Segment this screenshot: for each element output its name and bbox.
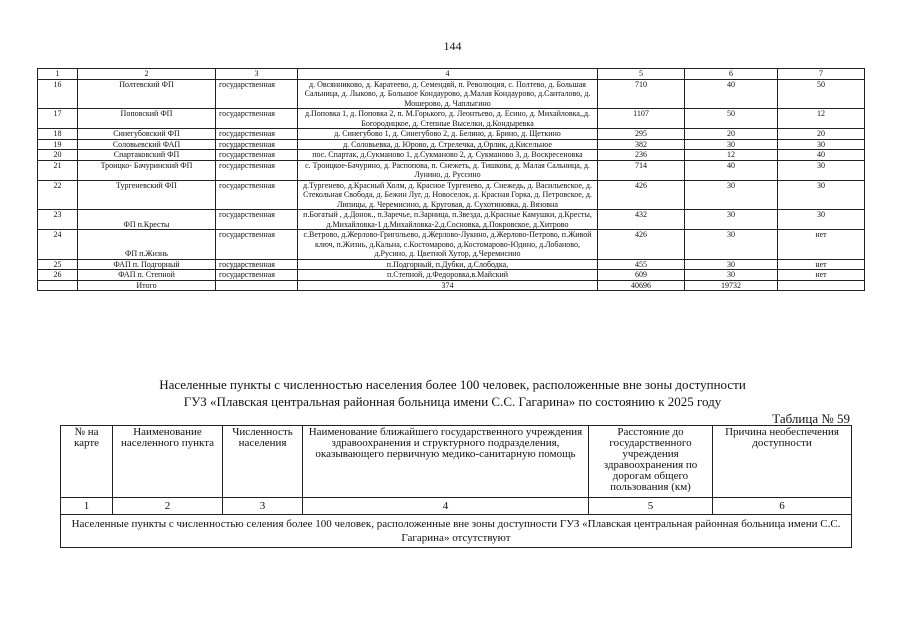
value-col-6: 30 [685,270,778,281]
table-row [38,139,865,150]
population-value: 295 [598,129,685,140]
facility-name: ФАП п. Степной [78,270,216,281]
table-row [38,79,865,109]
settlements-list: д. Соловьевка, д. Юрово, д. Стрелечка, д.Орлик, д.Кисельное [298,139,598,150]
row-number: 19 [38,139,78,150]
population-value: 710 [598,79,685,109]
table-row [38,129,865,140]
population-value: 609 [598,270,685,281]
settlements-list: с.Ветрово, д.Жерлово-Григольево, д.Жерлово-Лукино, д.Жерлово-Петрово, п.Живой ключ, п.Жизнь, д.Кальна, с.Костомарово, д.Костомарово-Юдино, д.Лобаново, д.Русино, д. Цветной Хутор, д.Черемисино [298,230,598,260]
facility-name: ФП п.Жизнь [78,230,216,260]
column-number: 4 [298,69,598,80]
value-col-6: 50 [685,109,778,129]
column-number: 6 [713,498,852,515]
header-population: Численность населения [223,426,303,498]
ownership-type: государственная [216,259,298,270]
column-number: 1 [61,498,113,515]
settlements-list: п.Богатый , д.Донок., п.Заречье, п.Зарница, п.Звезда, д.Красные Камушки, д.Кресты, д.Михайловка-1 д.Михайловка-2.д.Сосновка, д.Покровское, д.Хитрово [298,210,598,230]
settlements-list: с. Троицкое-Бачурино, д. Распопова, п. Снежеть, д. Тишкова, д. Малая Сальница, д. Лунино, д. Руссино [298,160,598,180]
ownership-type: государственная [216,139,298,150]
column-number: 3 [223,498,303,515]
value-col-7: 20 [778,129,865,140]
column-number-row [61,498,852,515]
column-number: 1 [38,69,78,80]
population-value: 236 [598,150,685,161]
row-number: 21 [38,160,78,180]
row-number: 26 [38,270,78,281]
facility-name: Поповский ФП [78,109,216,129]
row-number: 25 [38,259,78,270]
table-row [38,270,865,281]
value-col-6: 30 [685,210,778,230]
value-col-7: 12 [778,109,865,129]
row-number: 24 [38,230,78,260]
header-settlement-name: Наименование населенного пункта [113,426,223,498]
table-row [38,180,865,210]
row-number: 22 [38,180,78,210]
population-value: 426 [598,230,685,260]
row-number: 20 [38,150,78,161]
header-nearest-facility: Наименование ближайшего государственного учреждения здравоохранения и структурного подразделения, оказывающего первичную медико-санитарную помощь [303,426,589,498]
value-col-7: нет [778,259,865,270]
value-col-7: 30 [778,180,865,210]
ownership-type: государственная [216,129,298,140]
total-empty [216,280,298,291]
column-number: 2 [113,498,223,515]
population-value: 1107 [598,109,685,129]
row-number: 17 [38,109,78,129]
total-row [38,280,865,291]
ownership-type: государственная [216,270,298,281]
facilities-table [37,68,865,291]
table-label: Таблица № 59 [772,411,850,426]
settlements-list: д.Тургенево, д.Красный Холм, д. Красное Тургенево, д. Снежедь, д. Васильевское, д. Стекольная Свобода, д. Бежин Луг, д. Новоселок, д. Красная Горка, д. Петровское, д. Липицы, д. Черемисино, д. Круговая, д. Сухотиновка, д. Вязовна [298,180,598,210]
row-number: 18 [38,129,78,140]
facility-name: Полтевский ФП [78,79,216,109]
total-empty [38,280,78,291]
table-row [38,210,865,230]
column-number: 4 [303,498,589,515]
column-number: 5 [598,69,685,80]
ownership-type: государственная [216,180,298,210]
value-col-7: нет [778,230,865,260]
ownership-type: государственная [216,160,298,180]
table-row [38,109,865,129]
message-row [61,515,852,548]
facility-name: Тургеневский ФП [78,180,216,210]
facility-name: Синегубовский ФП [78,129,216,140]
heading-line-1: Населенные пункты с численностью населения более 100 человек, расположенные вне зоны доступности [159,377,746,392]
total-settlements: 374 [298,280,598,291]
value-col-6: 30 [685,180,778,210]
total-col-6: 19732 [685,280,778,291]
header-distance: Расстояние до государственного учреждения здравоохранения по дорогам общего пользования (км) [589,426,713,498]
ownership-type: государственная [216,150,298,161]
population-value: 714 [598,160,685,180]
population-value: 455 [598,259,685,270]
population-value: 426 [598,180,685,210]
table-row [38,259,865,270]
value-col-6: 20 [685,129,778,140]
section-heading [0,376,905,410]
no-settlements-message: Населенные пункты с численностью селения более 100 человек, расположенные вне зоны доступности ГУЗ «Плавская центральная районная больница имени С.С. Гагарина» отсутствуют [61,515,852,548]
value-col-6: 30 [685,259,778,270]
facility-name: Троицко- Бачуринский ФП [78,160,216,180]
accessibility-table [60,425,852,548]
facility-name: ФАП п. Подгорный [78,259,216,270]
column-number: 3 [216,69,298,80]
column-number: 5 [589,498,713,515]
settlements-list: п.Подгорный, п.Дубки, д.Слободка, [298,259,598,270]
value-col-7: 40 [778,150,865,161]
header-reason: Причина необеспечения доступности [713,426,852,498]
ownership-type: государственная [216,230,298,260]
value-col-6: 30 [685,230,778,260]
ownership-type: государственная [216,109,298,129]
value-col-7: 30 [778,210,865,230]
column-number: 6 [685,69,778,80]
settlements-list: д. Овсянниково, д. Каратеево, д. Семендяй, п. Революция, с. Полтево, д. Большая Сальница, д. Лыково, д. Большое Кондаурово, д.Малая Кондаурово, д.Санталово, д. Мошерово, д. Чаплыгино [298,79,598,109]
row-number: 16 [38,79,78,109]
value-col-7: 50 [778,79,865,109]
value-col-6: 40 [685,160,778,180]
header-map-number: № на карте [61,426,113,498]
column-number: 2 [78,69,216,80]
total-population: 40696 [598,280,685,291]
page-number: 144 [443,39,462,53]
column-number: 7 [778,69,865,80]
value-col-6: 40 [685,79,778,109]
total-label: Итого [78,280,216,291]
population-value: 382 [598,139,685,150]
heading-line-2: ГУЗ «Плавская центральная районная больница имени С.С. Гагарина» по состоянию к 2025 году [183,394,722,409]
facility-name: ФП п.Кресты [78,210,216,230]
column-number-row [38,69,865,80]
header-row [61,426,852,498]
table-row [38,150,865,161]
ownership-type: государственная [216,79,298,109]
settlements-list: пос. Спартак, д.Сукманово 1, д.Сукманово 2, д. Сукманово 3, д. Воскресеновка [298,150,598,161]
value-col-7: нет [778,270,865,281]
row-number: 23 [38,210,78,230]
value-col-6: 12 [685,150,778,161]
settlements-list: д. Синегубово 1, д. Синегубово 2, д. Белино, д. Брино, д. Щеткино [298,129,598,140]
value-col-7: 30 [778,160,865,180]
ownership-type: государственная [216,210,298,230]
settlements-list: д.Поповка 1, д. Поповка 2, п. М.Горького, д. Леонтьево, д. Есино, д. Михайловка,,д. Богородицкое, д. Степные Выселки, д.Кондыревка [298,109,598,129]
table-row [38,230,865,260]
population-value: 432 [598,210,685,230]
total-empty [778,280,865,291]
value-col-6: 30 [685,139,778,150]
facility-name: Соловьевский ФАП [78,139,216,150]
value-col-7: 30 [778,139,865,150]
facility-name: Спартаковский ФП [78,150,216,161]
table-row [38,160,865,180]
settlements-list: п.Степной, д.Федоровка,в.Майский [298,270,598,281]
